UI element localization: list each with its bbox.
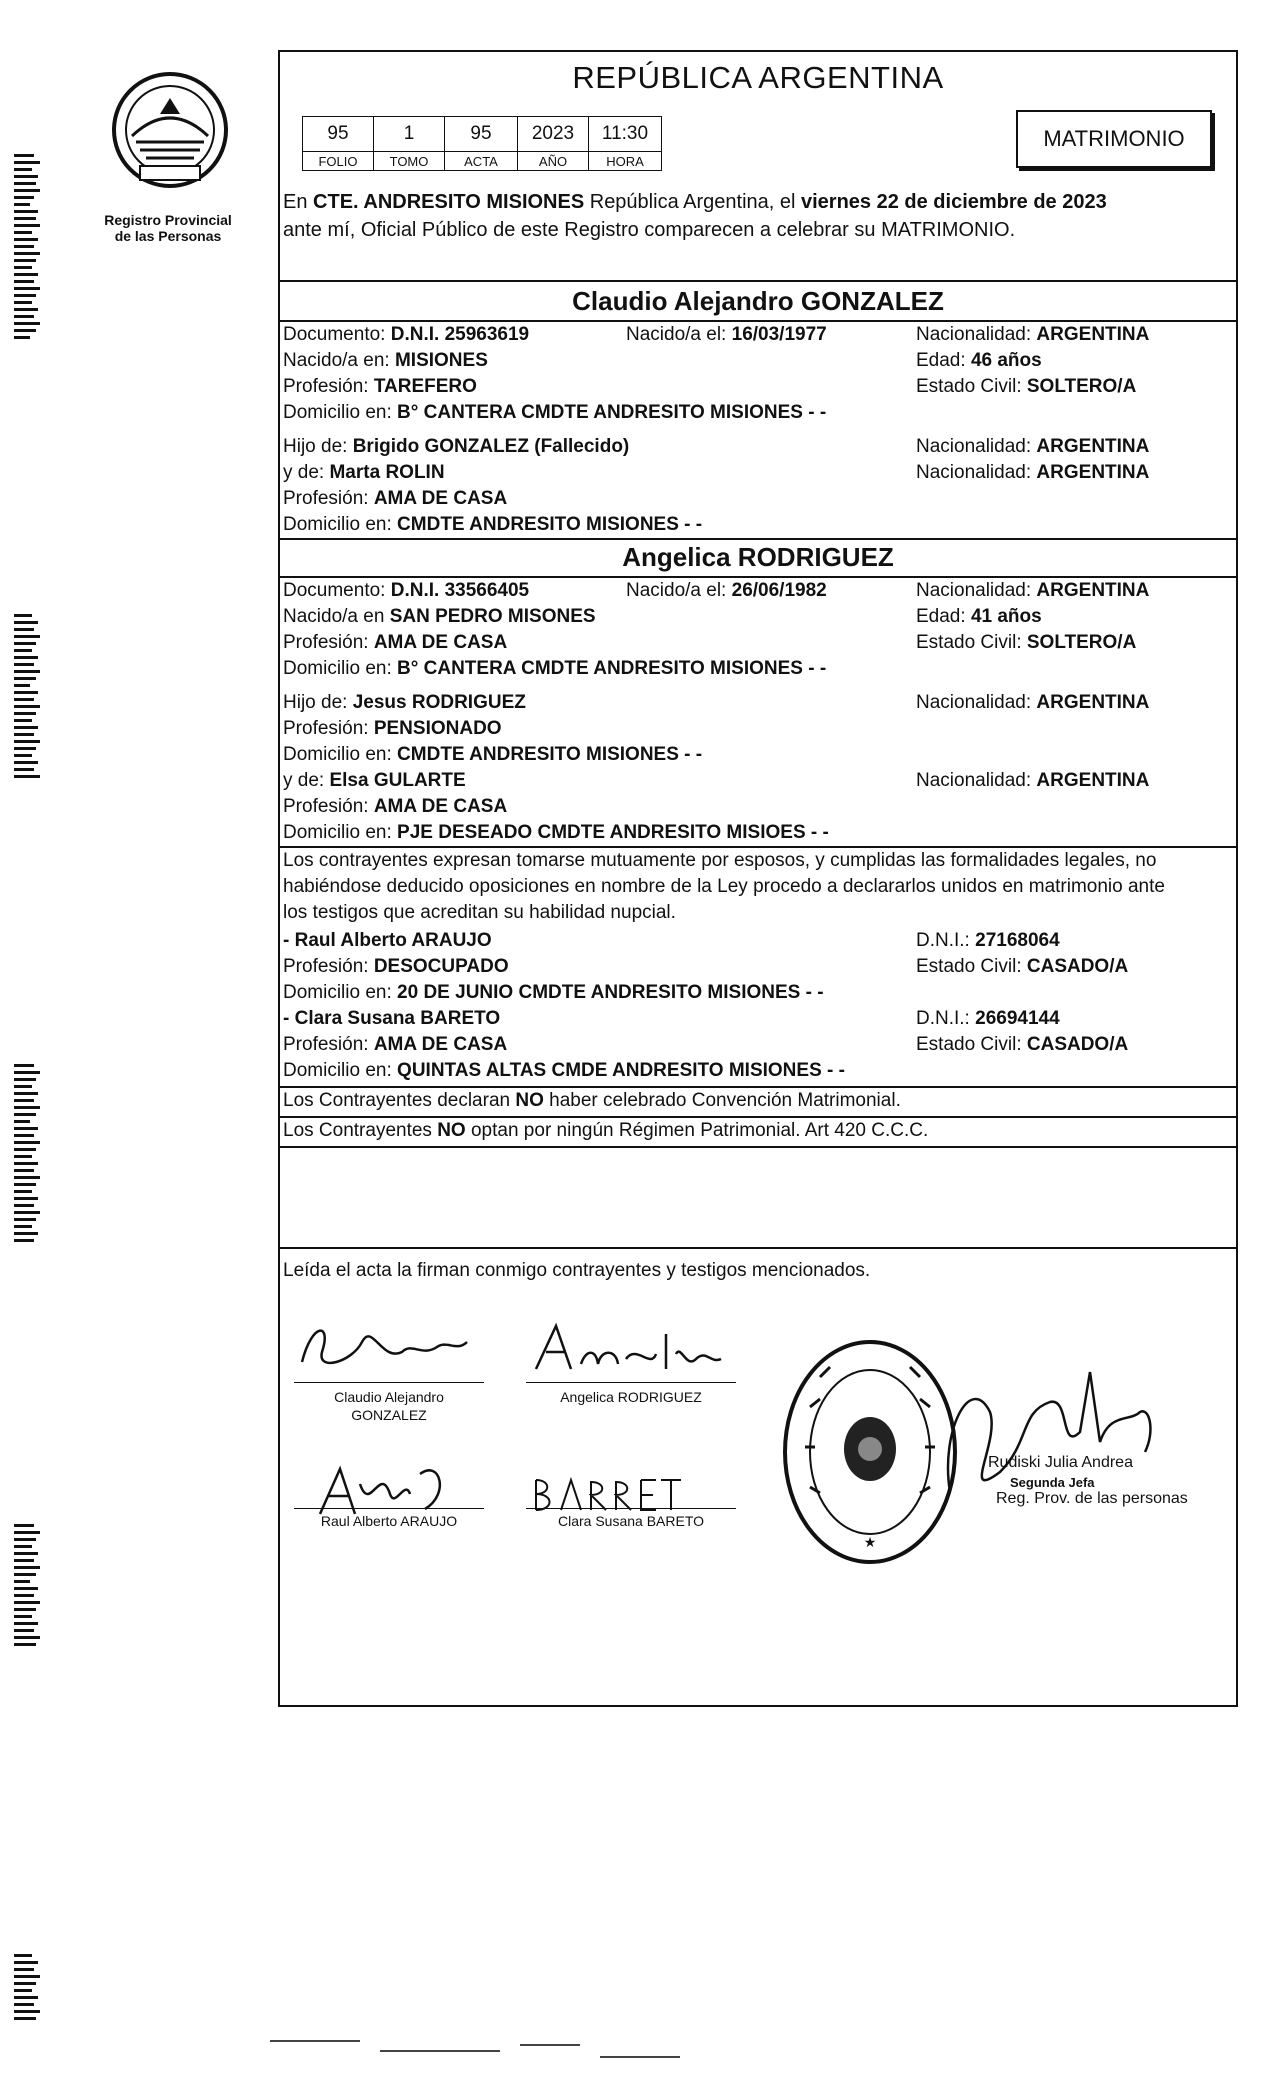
label: Nacionalidad: (916, 692, 1037, 713)
label: Edad: (916, 350, 971, 371)
bride-father (283, 692, 526, 714)
label: Profesión: (283, 956, 374, 977)
label: Estado Civil: (916, 376, 1027, 397)
label: D.N.I.: (916, 930, 976, 951)
registry-caption (88, 212, 248, 244)
divider (280, 1247, 1236, 1249)
intro-middle: República Argentina, el (584, 191, 801, 213)
value: 26694144 (975, 1008, 1060, 1029)
value: 16/03/1977 (731, 324, 827, 345)
groom-father-nationality (916, 436, 1149, 458)
value: SAN PEDRO MISONES (389, 606, 596, 627)
text: Los Contrayentes (283, 1120, 438, 1141)
value: 26/06/1982 (731, 580, 827, 601)
value: B° CANTERA CMDTE ANDRESITO MISIONES - - (397, 402, 827, 423)
divider (280, 1146, 1236, 1148)
witness2-dni (916, 1008, 1060, 1030)
label: Edad: (916, 606, 971, 627)
bride-father-nationality (916, 692, 1149, 714)
value: AMA DE CASA (373, 1034, 508, 1055)
misiones-seal-logo (110, 70, 230, 190)
value: Jesus RODRIGUEZ (352, 692, 526, 713)
tomo-label: TOMO (374, 152, 445, 171)
value: DESOCUPADO (373, 956, 509, 977)
official-role: Segunda Jefa (1010, 1475, 1095, 1490)
divider (280, 576, 1236, 578)
label: Estado Civil: (916, 1034, 1027, 1055)
value: 41 años (970, 606, 1042, 627)
label: y de: (283, 462, 330, 483)
scan-bottom-marks (520, 2044, 580, 2046)
scan-bottom-marks (600, 2056, 680, 2058)
groom-parents-profession (283, 488, 507, 510)
closing-text: Leída el acta la firman conmigo contrayentes y testigos mencionados. (283, 1260, 871, 1281)
value: 46 años (970, 350, 1042, 371)
patrimonial-note (283, 1120, 928, 1142)
bride-signature-line (526, 1382, 736, 1383)
label: Profesión: (283, 632, 374, 653)
label: Nacionalidad: (916, 580, 1037, 601)
value: SOLTERO/A (1026, 376, 1137, 397)
value: CASADO/A (1026, 1034, 1129, 1055)
value: MISIONES (394, 350, 488, 371)
label: Profesión: (283, 1034, 374, 1055)
bride-mother (283, 770, 466, 792)
registry-caption-line2: de las Personas (114, 228, 222, 244)
act-type-box: MATRIMONIO (1016, 110, 1212, 168)
groom-signature-label (294, 1388, 484, 1424)
bride-name: Angelica RODRIGUEZ (622, 542, 894, 572)
declaration-paragraph (283, 848, 1235, 926)
acta-label: ACTA (445, 152, 518, 171)
bride-profession (283, 632, 507, 654)
label: Nacionalidad: (916, 324, 1037, 345)
groom-signature (292, 1312, 482, 1382)
witness1-dni (916, 930, 1060, 952)
time-value: 11:30 (589, 117, 662, 152)
label: Estado Civil: (916, 956, 1027, 977)
witness1-name (283, 930, 492, 952)
bride-age (916, 606, 1042, 628)
bride-father-address (283, 744, 702, 766)
year-label: AÑO (518, 152, 589, 171)
value: QUINTAS ALTAS CMDE ANDRESITO MISIONES - - (397, 1060, 845, 1081)
groom-mother-nationality (916, 462, 1149, 484)
value: CMDTE ANDRESITO MISIONES - - (397, 744, 703, 765)
label: Profesión: (283, 376, 374, 397)
value: PJE DESEADO CMDTE ANDRESITO MISIOES - - (397, 822, 829, 843)
official-name: Rudiski Julia Andrea (988, 1454, 1133, 1471)
witness2-profession (283, 1034, 507, 1056)
witness1-signature-label: Raul Alberto ARAUJO (320, 1513, 458, 1529)
value: PENSIONADO (373, 718, 502, 739)
groom-dni: D.N.I. 25963619 (390, 324, 530, 345)
text: GONZALEZ (351, 1407, 427, 1423)
bride-mother-profession (283, 796, 507, 818)
scan-margin-marks (14, 1950, 40, 2024)
official-office: Reg. Prov. de las personas (996, 1490, 1188, 1507)
year-value: 2023 (518, 117, 589, 152)
witness2-civil-status (916, 1034, 1128, 1056)
declaration-line2: habiéndose deducido oposiciones en nombre de la Ley procedo a declararlos unidos en matrimonio ante (283, 876, 1165, 897)
witness1-signature-line (294, 1508, 484, 1509)
groom-nationality (916, 324, 1149, 346)
value: 20 DE JUNIO CMDTE ANDRESITO MISIONES - - (397, 982, 824, 1003)
value: - Clara Susana BARETO (283, 1008, 501, 1029)
bride-mother-address (283, 822, 829, 844)
text: optan por ningún Régimen Patrimonial. Art 420 C.C.C. (465, 1120, 929, 1141)
divider (280, 280, 1236, 282)
convention-note (283, 1090, 901, 1112)
folio-value: 95 (303, 117, 374, 152)
bride-birthplace (283, 606, 596, 628)
label: Nacido/a en (283, 606, 390, 627)
groom-age (916, 350, 1042, 372)
scan-margin-marks (14, 1060, 40, 1246)
bride-nationality (916, 580, 1149, 602)
text: Claudio Alejandro (334, 1389, 444, 1405)
label: Domicilio en: (283, 744, 398, 765)
label: Nacido/a el: (626, 580, 732, 601)
groom-profession (283, 376, 477, 398)
value: AMA DE CASA (373, 796, 508, 817)
value: ARGENTINA (1036, 692, 1150, 713)
marriage-certificate-form (278, 50, 1238, 1707)
label: Hijo de: (283, 436, 353, 457)
witness1-civil-status (916, 956, 1128, 978)
document-title: REPÚBLICA ARGENTINA (572, 60, 944, 95)
witness1-profession (283, 956, 509, 978)
value: Marta ROLIN (329, 462, 445, 483)
label: Nacionalidad: (916, 436, 1037, 457)
scan-margin-marks (14, 150, 40, 343)
intro-date: viernes 22 de diciembre de 2023 (801, 191, 1107, 213)
bride-dni: D.N.I. 33566405 (390, 580, 530, 601)
label: Domicilio en: (283, 514, 398, 535)
bride-signature (526, 1314, 726, 1384)
bride-mother-nationality (916, 770, 1149, 792)
value: B° CANTERA CMDTE ANDRESITO MISIONES - - (397, 658, 827, 679)
label: Domicilio en: (283, 822, 398, 843)
scan-bottom-marks (270, 2040, 360, 2042)
value: ARGENTINA (1036, 436, 1150, 457)
witness1-address (283, 982, 824, 1004)
folio-label: FOLIO (303, 152, 374, 171)
witness2-signature-label: Clara Susana BARETO (557, 1513, 705, 1529)
intro-prefix: En (283, 191, 314, 213)
svg-text:★: ★ (863, 1535, 877, 1551)
label: Nacionalidad: (916, 462, 1037, 483)
label: Domicilio en: (283, 982, 398, 1003)
intro-paragraph (283, 188, 1107, 244)
value: ARGENTINA (1036, 770, 1150, 791)
declaration-line3: los testigos que acreditan su habilidad nupcial. (283, 902, 676, 923)
label: D.N.I.: (916, 1008, 976, 1029)
scan-margin-marks (14, 1520, 40, 1650)
label: Hijo de: (283, 692, 353, 713)
value: CMDTE ANDRESITO MISIONES - - (397, 514, 703, 535)
value: - Raul Alberto ARAUJO (283, 930, 492, 951)
value: AMA DE CASA (373, 488, 508, 509)
groom-name: Claudio Alejandro GONZALEZ (572, 286, 944, 316)
text: haber celebrado Convención Matrimonial. (543, 1090, 901, 1111)
label: Domicilio en: (283, 1060, 398, 1081)
label: Documento: (283, 580, 391, 601)
witness2-address (283, 1060, 845, 1082)
value: TAREFERO (373, 376, 477, 397)
intro-place: CTE. ANDRESITO MISIONES (313, 191, 585, 213)
divider (280, 1116, 1236, 1118)
bride-document (283, 580, 529, 602)
text: NO (515, 1090, 544, 1111)
label: Estado Civil: (916, 632, 1027, 653)
witness2-signature-line (526, 1508, 736, 1509)
groom-birthplace (283, 350, 488, 372)
reference-table (302, 116, 662, 171)
label: Profesión: (283, 796, 374, 817)
bride-civil-status (916, 632, 1136, 654)
groom-address (283, 402, 826, 424)
divider (280, 320, 1236, 322)
text: Los Contrayentes declaran (283, 1090, 516, 1111)
label: Nacido/a el: (626, 324, 732, 345)
label: Profesión: (283, 718, 374, 739)
label: Profesión: (283, 488, 374, 509)
bride-birthdate (626, 580, 827, 602)
label: Documento: (283, 324, 391, 345)
divider (280, 1086, 1236, 1088)
value: AMA DE CASA (373, 632, 508, 653)
bride-signature-label: Angelica RODRIGUEZ (560, 1389, 702, 1405)
groom-mother (283, 462, 445, 484)
groom-birthdate (626, 324, 827, 346)
tomo-value: 1 (374, 117, 445, 152)
groom-parents-address (283, 514, 702, 536)
scan-margin-marks (14, 610, 40, 782)
value: Brigido GONZALEZ (Fallecido) (352, 436, 630, 457)
label: Nacido/a en: (283, 350, 395, 371)
value: ARGENTINA (1036, 324, 1150, 345)
registry-caption-line1: Registro Provincial (104, 212, 232, 228)
time-label: HORA (589, 152, 662, 171)
witness2-name (283, 1008, 500, 1030)
label: y de: (283, 770, 330, 791)
groom-father (283, 436, 629, 458)
divider (280, 538, 1236, 540)
bride-father-profession (283, 718, 502, 740)
value: Elsa GULARTE (329, 770, 466, 791)
text: NO (437, 1120, 466, 1141)
label: Nacionalidad: (916, 770, 1037, 791)
label: Domicilio en: (283, 658, 398, 679)
groom-signature-line (294, 1382, 484, 1383)
intro-line2: ante mí, Oficial Público de este Registro comparecen a celebrar su MATRIMONIO. (283, 219, 1016, 241)
value: SOLTERO/A (1026, 632, 1137, 653)
label: Domicilio en: (283, 402, 398, 423)
value: ARGENTINA (1036, 462, 1150, 483)
acta-value: 95 (445, 117, 518, 152)
bride-address (283, 658, 826, 680)
value: ARGENTINA (1036, 580, 1150, 601)
groom-document (283, 324, 529, 346)
groom-civil-status (916, 376, 1136, 398)
value: 27168064 (975, 930, 1060, 951)
value: CASADO/A (1026, 956, 1129, 977)
declaration-line1: Los contrayentes expresan tomarse mutuamente por esposos, y cumplidas las formalidades legales, no (283, 850, 1157, 871)
scan-bottom-marks (380, 2050, 500, 2052)
